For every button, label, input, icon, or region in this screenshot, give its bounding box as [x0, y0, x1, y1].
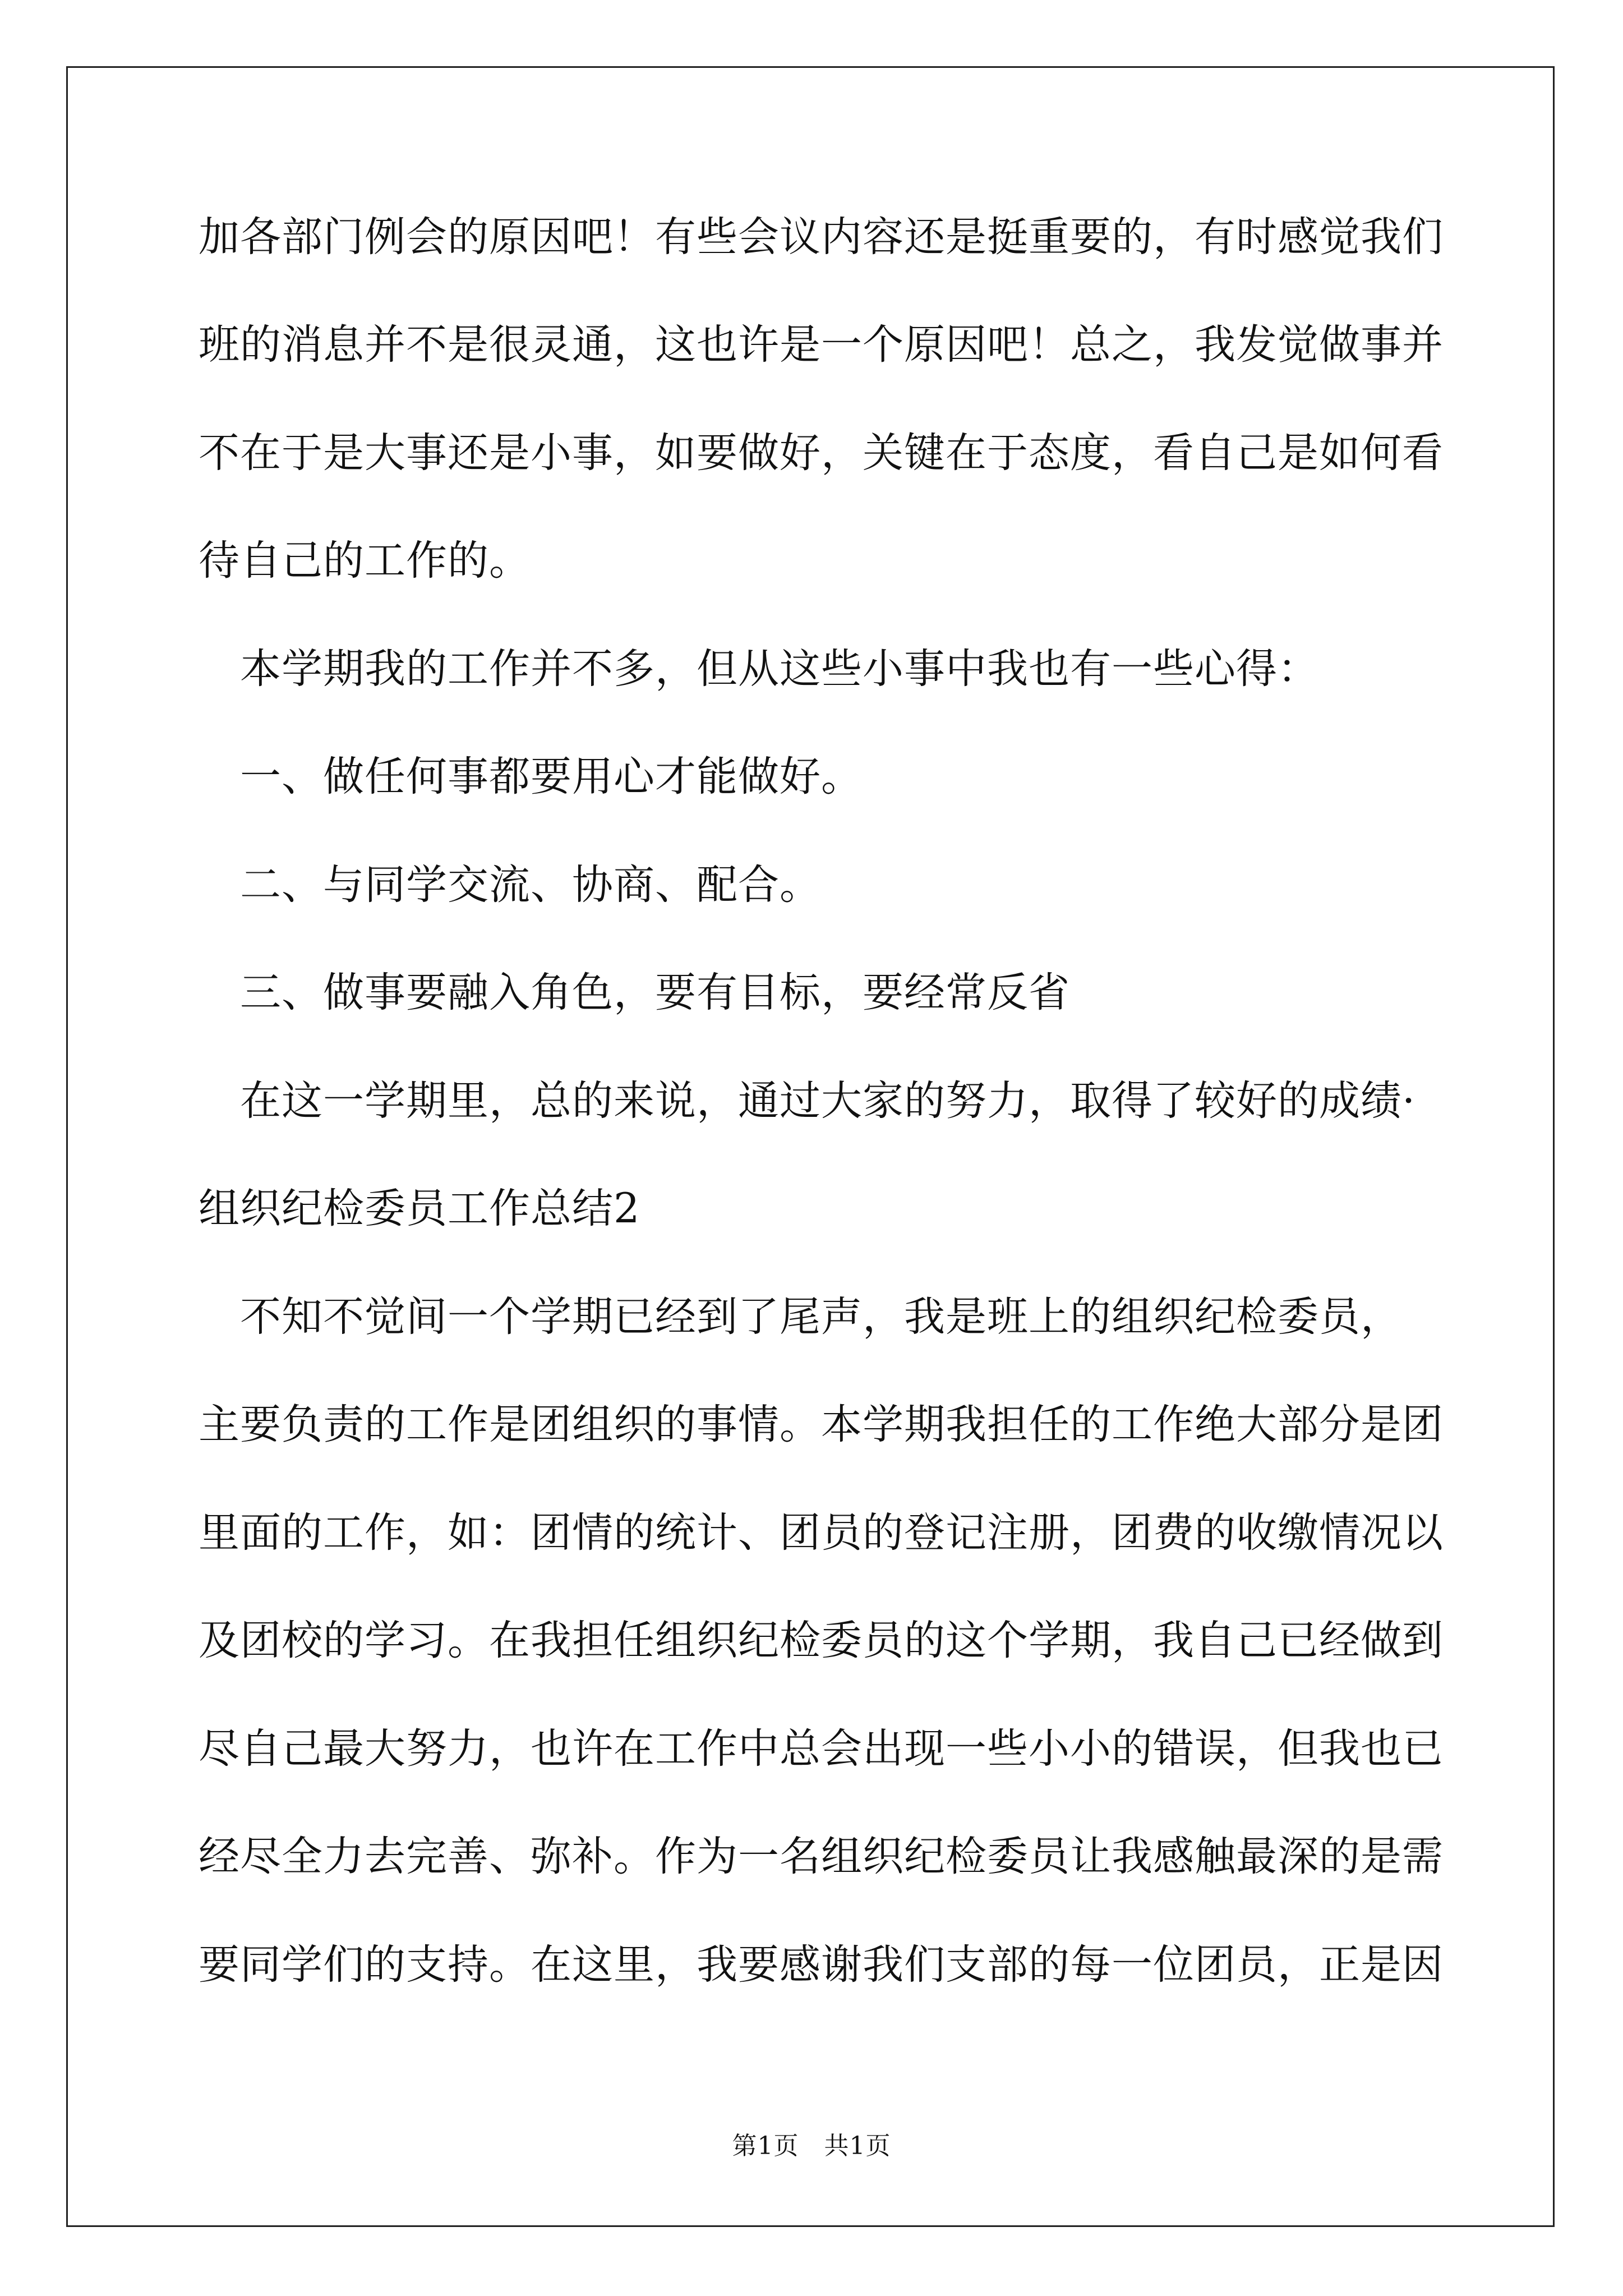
- page-footer: 第1页 共1页: [732, 2132, 891, 2160]
- text-line: 二、与同学交流、协商、配合。: [199, 861, 821, 909]
- text-line: 三、做事要融入角色，要有目标，要经常反省: [199, 969, 1070, 1016]
- text-line: 及团校的学习。在我担任组织纪检委员的这个学期，我自己已经做到: [199, 1617, 1444, 1664]
- text-line: 一、做任何事都要用心才能做好。: [199, 753, 863, 800]
- text-line: 主要负责的工作是团组织的事情。本学期我担任的工作绝大部分是团: [199, 1401, 1444, 1448]
- text-line: 本学期我的工作并不多，但从这些小事中我也有一些心得：: [199, 645, 1319, 693]
- text-line: 里面的工作，如：团情的统计、团员的登记注册，团费的收缴情况以: [199, 1509, 1444, 1557]
- text-line: 不在于是大事还是小事，如要做好，关键在于态度，看自己是如何看: [199, 429, 1444, 477]
- section-heading: 组织纪检委员工作总结2: [199, 1185, 640, 1232]
- text-line: 要同学们的支持。在这里，我要感谢我们支部的每一位团员，正是因: [199, 1941, 1444, 1989]
- text-line: 不知不觉间一个学期已经到了尾声，我是班上的组织纪检委员，: [199, 1293, 1402, 1341]
- text-line: 加各部门例会的原因吧！有些会议内容还是挺重要的，有时感觉我们: [199, 213, 1444, 261]
- text-line: 班的消息并不是很灵通，这也许是一个原因吧！总之，我发觉做事并: [199, 321, 1444, 369]
- text-line: 尽自己最大努力，也许在工作中总会出现一些小小的错误，但我也已: [199, 1725, 1444, 1773]
- text-line: 经尽全力去完善、弥补。作为一名组织纪检委员让我感触最深的是需: [199, 1833, 1444, 1880]
- page-border: [66, 66, 1555, 2227]
- text-line: 待自己的工作的。: [199, 537, 531, 585]
- text-line: 在这一学期里，总的来说，通过大家的努力，取得了较好的成绩·: [199, 1077, 1416, 1125]
